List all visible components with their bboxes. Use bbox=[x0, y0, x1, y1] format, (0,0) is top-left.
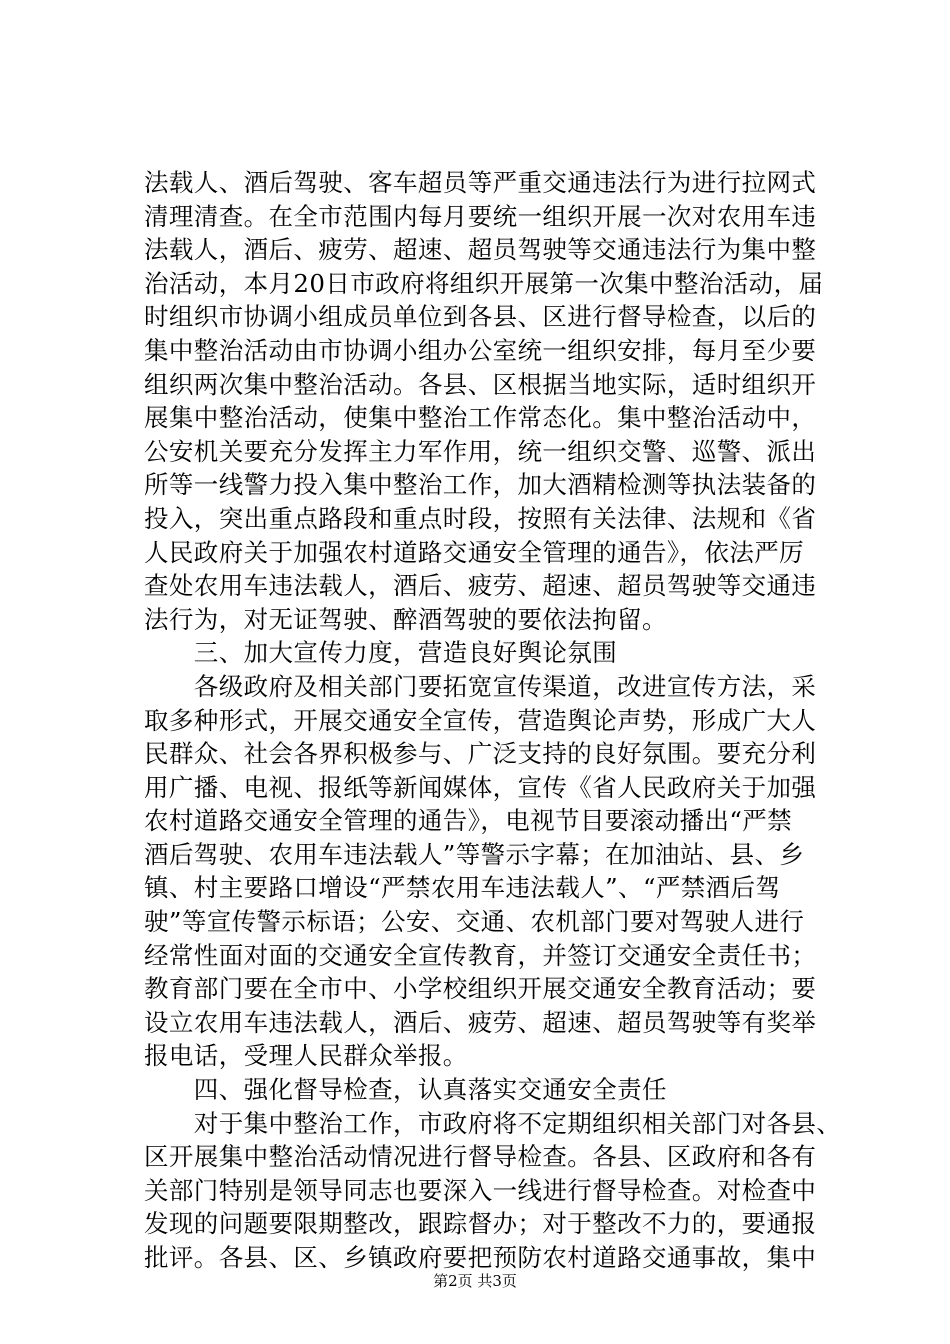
text-line: 展集中整治活动，使集中整治工作常态化。集中整治活动中， bbox=[144, 403, 817, 433]
text-line: 法载人、酒后驾驶、客车超员等严重交通违法行为进行拉网式 bbox=[144, 168, 817, 197]
text-line: 区开展集中整治活动情况进行督导检查。各县、区政府和各有 bbox=[144, 1142, 817, 1172]
text-line: 教育部门要在全市中、小学校组织开展交通安全教育活动；要 bbox=[144, 974, 817, 1004]
text-line: 报电话，受理人民群众举报。 bbox=[144, 1041, 468, 1071]
text-line: 公安机关要充分发挥主力军作用，统一组织交警、巡警、派出 bbox=[144, 436, 817, 466]
section-heading: 三、加大宣传力度，营造良好舆论氛围 bbox=[144, 638, 618, 668]
text-line: 时组织市协调小组成员单位到各县、区进行督导检查，以后的 bbox=[144, 302, 817, 332]
text-line: 组织两次集中整治活动。各县、区根据当地实际，适时组织开 bbox=[144, 369, 817, 399]
text-line: 取多种形式，开展交通安全宣传，营造舆论声势，形成广大人 bbox=[144, 705, 817, 735]
text-line: 设立农用车违法载人，酒后、疲劳、超速、超员驾驶等有奖举 bbox=[144, 1007, 817, 1037]
text-line: 批评。各县、区、乡镇政府要把预防农村道路交通事故，集中 bbox=[144, 1243, 817, 1272]
text-line: 各级政府及相关部门要拓宽宣传渠道，改进宣传方法，采 bbox=[144, 671, 817, 701]
page-footer: 第2页 共3页 bbox=[433, 1272, 517, 1290]
text-line: 所等一线警力投入集中整治工作，加大酒精检测等执法装备的 bbox=[144, 470, 817, 500]
text-line: 驶”等宣传警示标语；公安、交通、农机部门要对驾驶人进行 bbox=[144, 907, 805, 937]
text-line: 治活动，本月20日市政府将组织开展第一次集中整治活动，届 bbox=[144, 268, 824, 298]
text-line: 查处农用车违法载人，酒后、疲劳、超速、超员驾驶等交通违 bbox=[144, 571, 817, 601]
section-heading: 四、强化督导检查，认真落实交通安全责任 bbox=[144, 1075, 667, 1105]
text-line: 镇、村主要路口增设“严禁农用车违法载人”、“严禁酒后驾 bbox=[144, 873, 781, 903]
text-line: 法载人，酒后、疲劳、超速、超员驾驶等交通违法行为集中整 bbox=[144, 235, 817, 265]
text-line: 集中整治活动由市协调小组办公室统一组织安排，每月至少要 bbox=[144, 335, 817, 365]
text-line: 发现的问题要限期整改，跟踪督办；对于整改不力的，要通报 bbox=[144, 1209, 817, 1239]
text-line: 农村道路交通安全管理的通告》，电视节目要滚动播出“严禁 bbox=[144, 806, 793, 836]
text-line: 人民政府关于加强农村道路交通安全管理的通告》，依法严厉 bbox=[144, 537, 805, 567]
text-line: 对于集中整治工作，市政府将不定期组织相关部门对各县、 bbox=[144, 1108, 842, 1138]
text-line: 关部门特别是领导同志也要深入一线进行督导检查。对检查中 bbox=[144, 1175, 817, 1205]
text-line: 民群众、社会各界积极参与、广泛支持的良好氛围。要充分利 bbox=[144, 739, 817, 769]
text-line: 清理清查。在全市范围内每月要统一组织开展一次对农用车违 bbox=[144, 201, 817, 231]
text-line: 法行为，对无证驾驶、醉酒驾驶的要依法拘留。 bbox=[144, 604, 667, 634]
text-line: 酒后驾驶、农用车违法载人”等警示字幕；在加油站、县、乡 bbox=[144, 839, 805, 869]
text-line: 经常性面对面的交通安全宣传教育，并签订交通安全责任书； bbox=[144, 940, 817, 970]
text-line: 用广播、电视、报纸等新闻媒体，宣传《省人民政府关于加强 bbox=[144, 772, 817, 802]
body-text bbox=[144, 166, 844, 1275]
text-line: 投入，突出重点路段和重点时段，按照有关法律、法规和《省 bbox=[144, 503, 817, 533]
